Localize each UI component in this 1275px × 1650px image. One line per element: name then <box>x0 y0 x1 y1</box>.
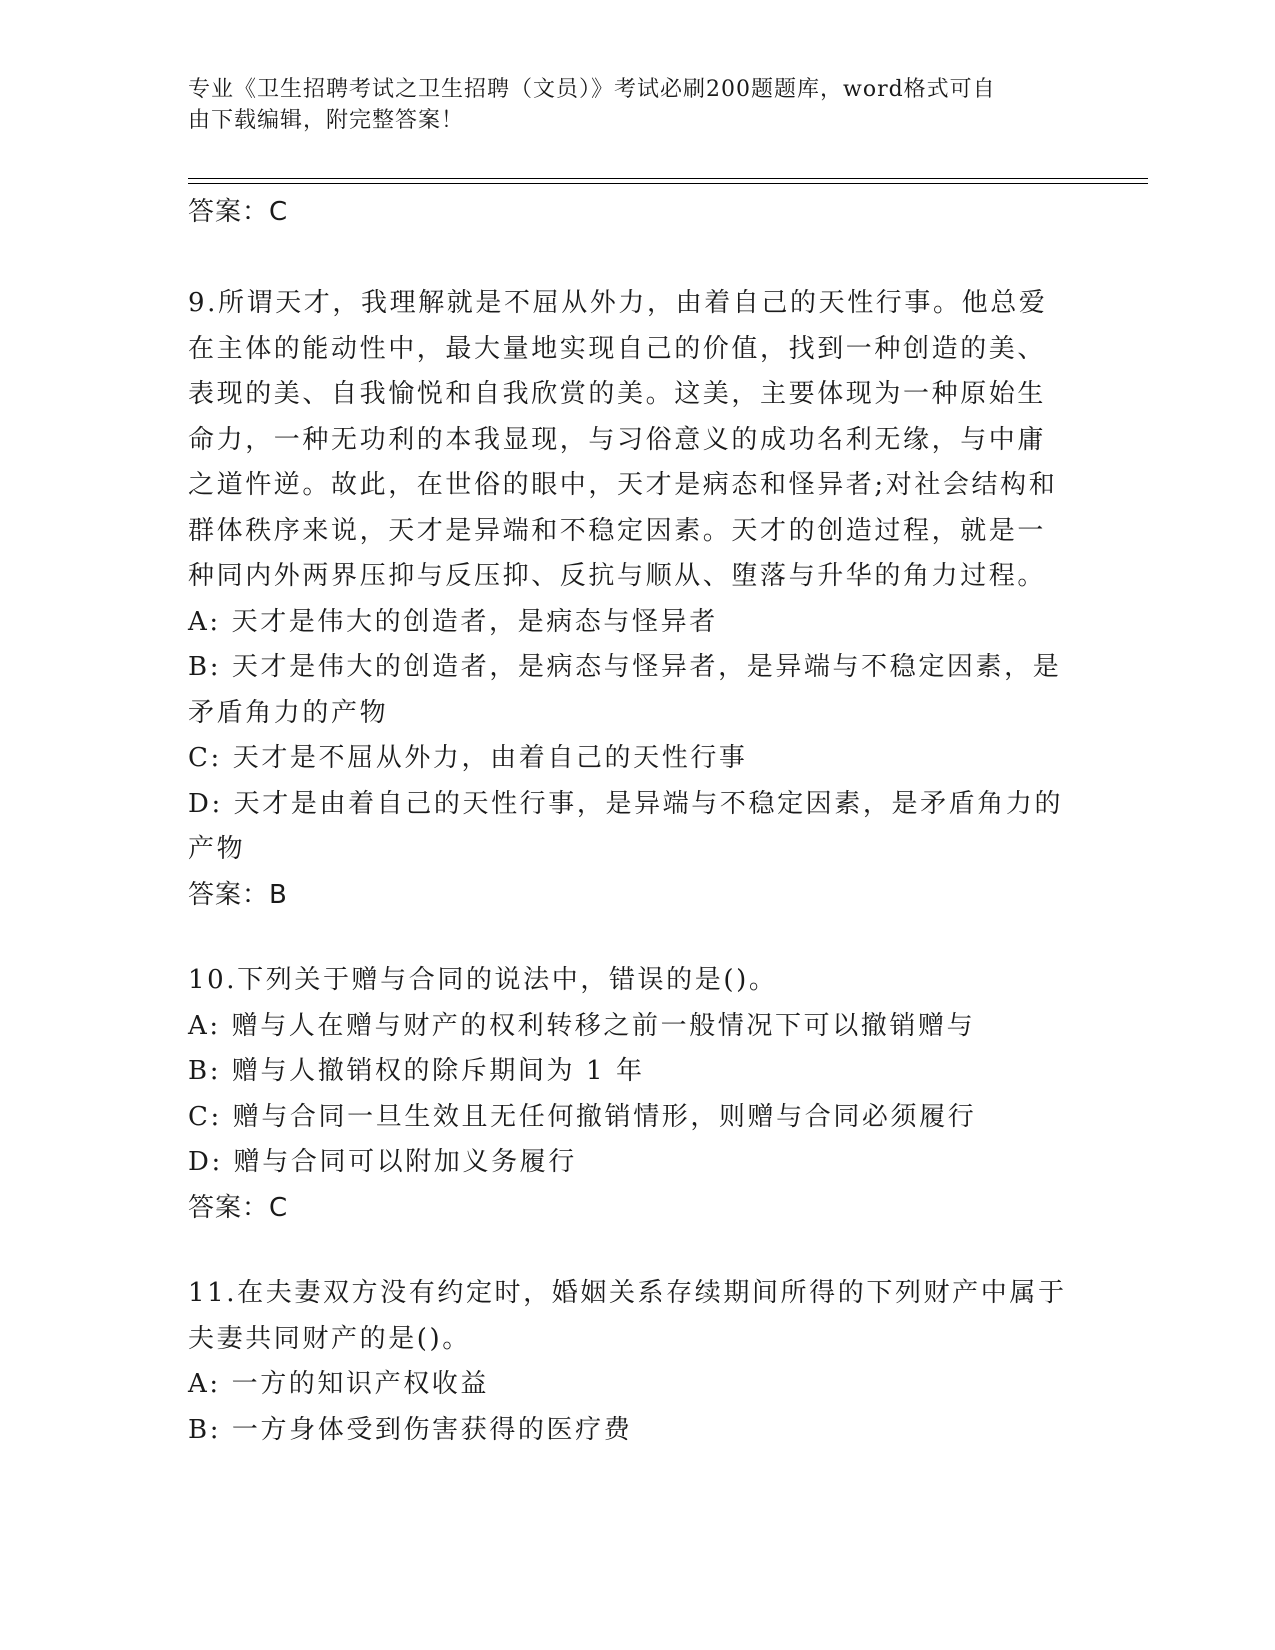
answer: 答案：B <box>188 879 288 910</box>
question-text-line: 表现的美、自我愉悦和自我欣赏的美。这美，主要体现为一种原始生 <box>188 379 1047 409</box>
option-d-continued: 产物 <box>188 834 246 864</box>
question-text-line: 种同内外两界压抑与反压抑、反抗与顺从、堕落与升华的角力过程。 <box>188 561 1047 591</box>
question-text-line: 群体秩序来说，天才是异端和不稳定因素。天才的创造过程，就是一 <box>188 515 1047 546</box>
document-header <box>188 74 1068 136</box>
option-a: A: 天才是伟大的创造者，是病态与怪异者 <box>188 606 718 637</box>
option-a: A: 一方的知识产权收益 <box>188 1369 490 1399</box>
option-b: B: 天才是伟大的创造者，是病态与怪异者，是异端与不稳定因素，是 <box>188 652 1062 682</box>
option-d: D: 天才是由着自己的天性行事，是异端与不稳定因素，是矛盾角力的 <box>188 788 1064 819</box>
question-text-line: 夫妻共同财产的是()。 <box>188 1323 471 1354</box>
option-c: C: 天才是不屈从外力，由着自己的天性行事 <box>188 743 748 773</box>
question-11 <box>188 1271 1078 1453</box>
question-text-line: 11.在夫妻双方没有约定时，婚姻关系存续期间所得的下列财产中属于 <box>188 1278 1067 1308</box>
answer: 答案：C <box>188 1192 289 1223</box>
question-text-line: 10.下列关于赠与合同的说法中，错误的是()。 <box>188 965 778 995</box>
spacer <box>188 1231 1078 1271</box>
header-divider-bottom <box>188 183 1148 184</box>
question-text-line: 之道忤逆。故此，在世俗的眼中，天才是病态和怪异者;对社会结构和 <box>188 470 1058 500</box>
header-line-1: 专业《卫生招聘考试之卫生招聘（文员）》考试必刷200题题库，word格式可自 <box>188 77 996 102</box>
spacer <box>188 236 1078 282</box>
spacer <box>188 918 1078 958</box>
option-c: C: 赠与合同一旦生效且无任何撤销情形，则赠与合同必须履行 <box>188 1101 977 1132</box>
option-b: B: 一方身体受到伤害获得的医疗费 <box>188 1414 633 1445</box>
header-divider-top <box>188 178 1148 179</box>
option-b: B: 赠与人撤销权的除斥期间为 1 年 <box>188 1056 645 1086</box>
question-10 <box>188 958 1078 1231</box>
document-body <box>188 190 1078 1453</box>
option-d: D: 赠与合同可以附加义务履行 <box>188 1147 577 1177</box>
answer-previous: 答案：C <box>188 197 289 227</box>
question-text-line: 在主体的能动性中，最大量地实现自己的价值，找到一种创造的美、 <box>188 333 1047 364</box>
option-a: A: 赠与人在赠与财产的权利转移之前一般情况下可以撤销赠与 <box>188 1010 976 1041</box>
question-9 <box>188 281 1078 918</box>
question-text-line: 命力，一种无功利的本我显现，与习俗意义的成功名利无缘，与中庸 <box>188 424 1047 455</box>
question-text-line: 9.所谓天才，我理解就是不屈从外力，由着自己的天性行事。他总爱 <box>188 288 1048 318</box>
option-b-continued: 矛盾角力的产物 <box>188 697 389 728</box>
header-line-2: 由下载编辑，附完整答案！ <box>188 108 465 133</box>
